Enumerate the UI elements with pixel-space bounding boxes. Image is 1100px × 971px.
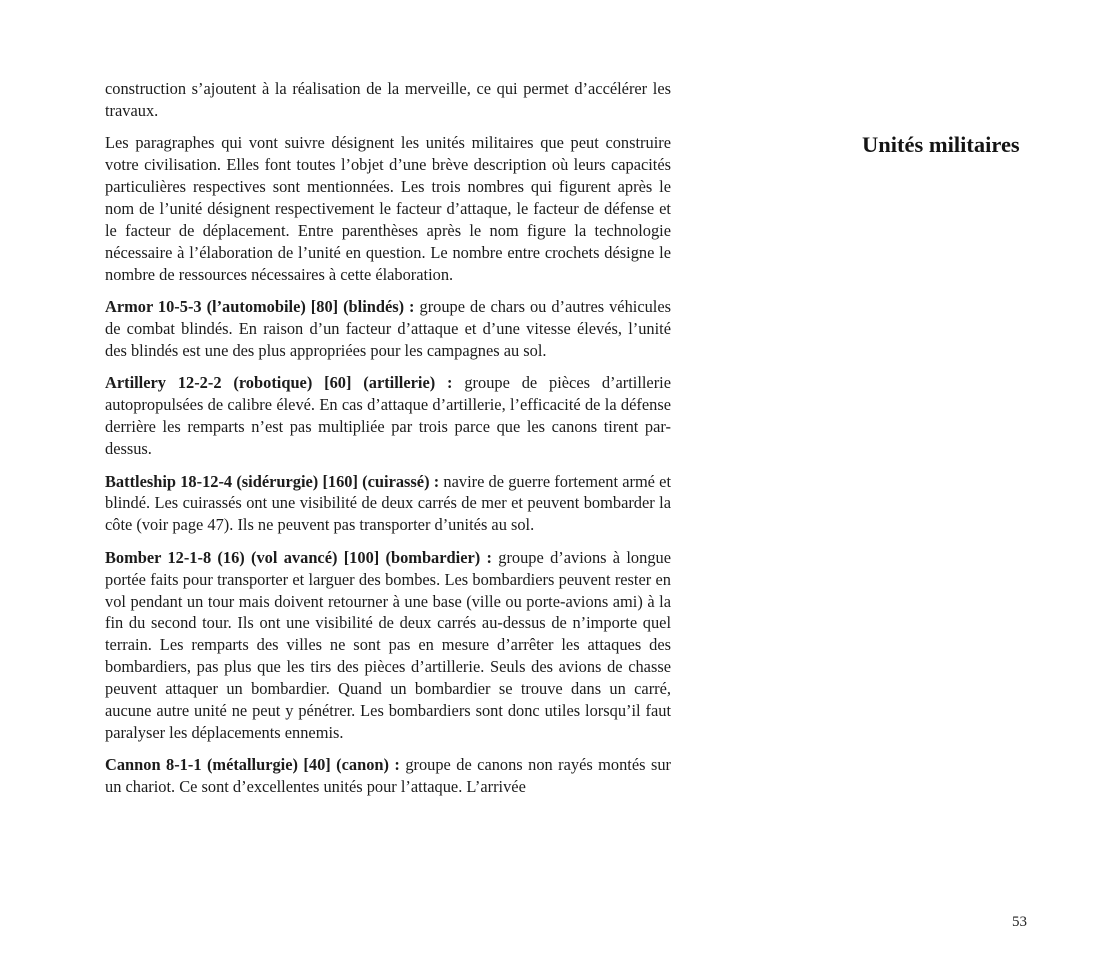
unit-entry-bomber-head: Bomber 12-1-8 (16) (vol avancé) [100] (bombardier) :	[105, 547, 492, 567]
paragraph-military-units-intro: Les paragraphes qui vont suivre désignent les unités militaires que peut construire votre civilisation. Elles font toutes l’objet d’une brève description où leurs capacités particulières respectives sont mentionnées. Les trois nombres qui figurent après le nom de l’unité désignent respectivement le facteur d’attaque, le facteur de défense et le facteur de déplacement. Entre parenthèses après le nom figure la technologie nécessaire à l’élaboration de l’unité en question. Le nombre entre crochets désigne le nombre de ressources nécessaires à cette élaboration.	[105, 133, 671, 284]
unit-entry-battleship-head: Battleship 18-12-4 (sidérurgie) [160] (cuirassé) :	[105, 471, 440, 491]
unit-entry-artillery-body: groupe de pièces d’artillerie autopropulsées de calibre élevé. En cas d’attaque d’artillerie, l’efficacité de la défense derrière les remparts n’est pas multipliée par trois parce que les canons tirent par-dessus.	[105, 373, 671, 459]
unit-entry-armor-head: Armor 10-5-3 (l’automobile) [80] (blindés) :	[105, 297, 415, 317]
section-heading: Unités militaires	[862, 132, 1020, 157]
unit-entry-bomber	[105, 547, 671, 744]
unit-entry-battleship-body: navire de guerre fortement armé et blindé. Les cuirassés ont une visibilité de deux carrés de mer et peuvent bombarder la côte (voir page 47). Ils ne peuvent pas transporter d’unités au sol.	[105, 471, 671, 535]
unit-entry-armor	[105, 296, 671, 362]
unit-entry-battleship	[105, 471, 671, 537]
unit-entry-bomber-body: groupe d’avions à longue portée faits pour transporter et larguer des bombes. Les bombardiers peuvent rester en vol pendant un tour mais doivent retourner à une base (ville ou porte-avions ami) à la fin du second tour. Ils ont une visibilité de deux carrés au-dessus de n’importe quel terrain. Les remparts des villes ne sont pas en mesure d’arrêter les attaques des bombardiers, pas plus que les tirs des pièces d’artillerie. Seuls des avions de chasse peuvent attaquer un bombardier. Quand un bombardier se trouve dans un carré, aucune autre unité ne peut y pénétrer. Les bombardiers sont donc utiles lorsqu’il faut paralyser les déplacements ennemis.	[105, 547, 671, 742]
unit-entry-cannon	[105, 754, 671, 798]
unit-entry-artillery	[105, 372, 671, 460]
unit-entry-artillery-head: Artillery 12-2-2 (robotique) [60] (artillerie) :	[105, 373, 453, 393]
unit-entry-cannon-head: Cannon 8-1-1 (métallurgie) [40] (canon) :	[105, 755, 400, 775]
unit-entry-armor-body: groupe de chars ou d’autres véhicules de combat blindés. En raison d’un facteur d’attaque et d’une vitesse élevés, l’unité des blindés est une des plus appropriées pour les campagnes au sol.	[105, 297, 672, 360]
unit-entry-cannon-body: groupe de canons non rayés montés sur un chariot. Ce sont d’excellentes unités pour l’attaque. L’arrivée	[105, 755, 671, 797]
paragraph-construction-continued: construction s’ajoutent à la réalisation de la merveille, ce qui permet d’accélérer les travaux.	[105, 79, 671, 120]
main-text-column	[105, 78, 671, 809]
page-number: 53	[1012, 914, 1027, 930]
